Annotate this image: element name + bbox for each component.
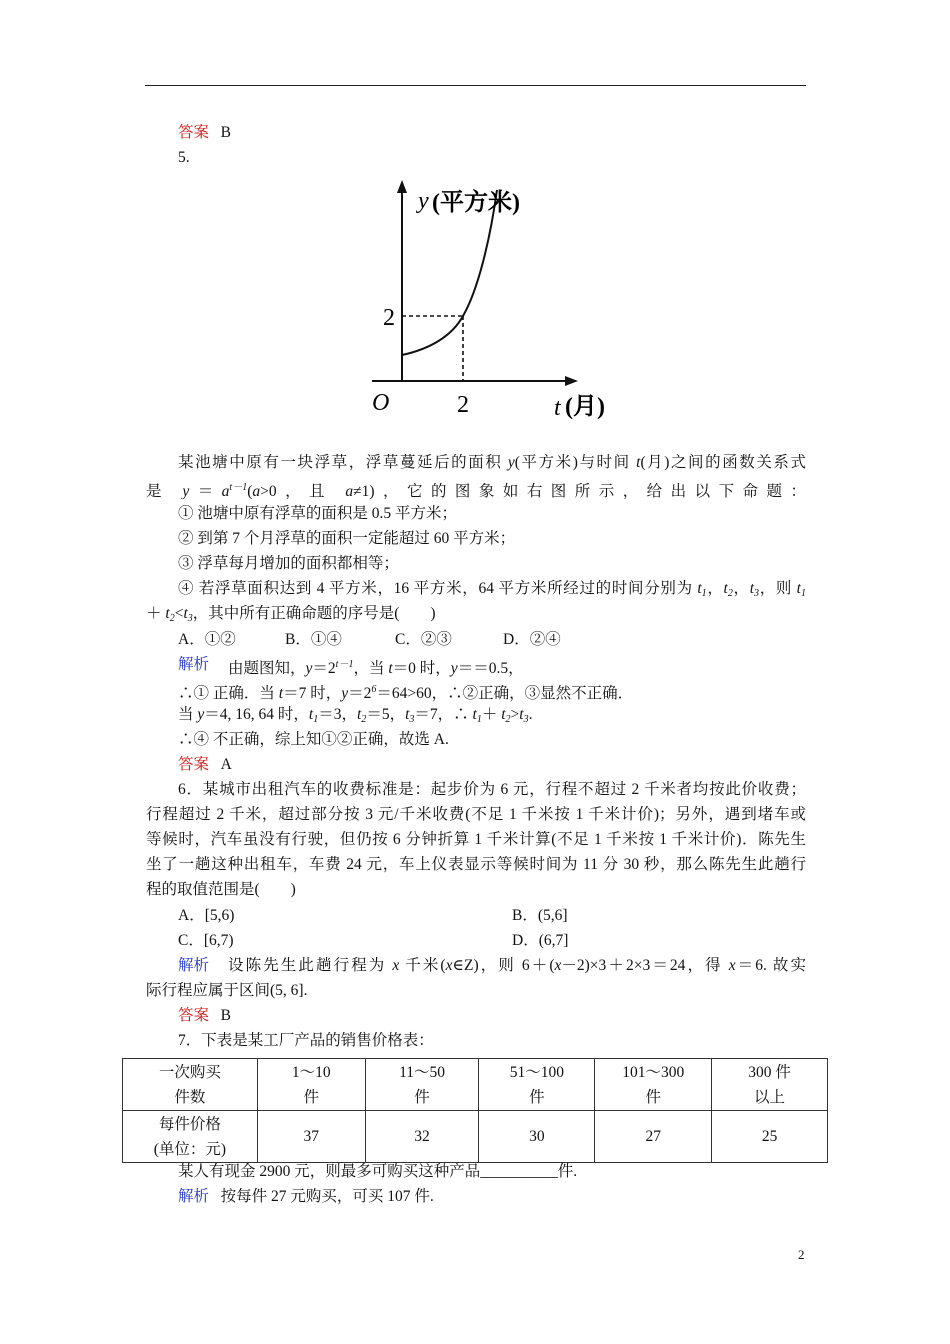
text-run: 际行程应属于区间(5, 6].	[146, 982, 308, 999]
text-run: 程的取值范围是( )	[146, 881, 296, 898]
answer-value: B	[220, 124, 231, 141]
table-cell: 32	[365, 1111, 479, 1163]
y-axis-unit: (平方米)	[432, 190, 520, 216]
text-run: ＝5，	[366, 706, 406, 723]
subscript: 1	[476, 714, 482, 725]
math-variable: t	[405, 706, 410, 723]
math-variable: a	[221, 483, 230, 499]
table-cell	[595, 1059, 712, 1111]
header-rule	[145, 85, 806, 86]
q5-text-line	[178, 553, 399, 575]
table-cell: 37	[257, 1111, 365, 1163]
cell-line: 件	[414, 1088, 430, 1106]
math-variable: y	[341, 685, 349, 702]
text-run: ＝2	[348, 685, 372, 702]
table-cell: 30	[479, 1111, 595, 1163]
table-cell	[479, 1059, 595, 1111]
q5-analysis-line	[178, 704, 532, 726]
text-run: ＝3，	[318, 706, 357, 723]
q6-analysis-label: 解析	[178, 957, 210, 974]
growth-graph	[360, 175, 640, 435]
math-variable: t	[308, 706, 314, 723]
table-cell	[123, 1111, 258, 1163]
math-variable: t	[501, 706, 506, 723]
text-run: ∈Z)，则 6＋(	[452, 957, 555, 974]
q5-analysis-label: 解析	[178, 656, 210, 673]
q5-text-line	[146, 603, 436, 625]
math-variable: t	[796, 580, 801, 597]
table-cell	[123, 1059, 258, 1111]
math-variable: y	[182, 483, 190, 499]
q5-text-line	[178, 578, 806, 600]
cell-line: 51～100	[509, 1063, 565, 1081]
x-axis-arrow	[565, 376, 578, 386]
text-run: >	[510, 706, 520, 723]
x-tick-label: 2	[457, 392, 469, 418]
y-axis-label: y	[418, 188, 429, 214]
cell-line: 件	[645, 1088, 661, 1106]
cell-line: (单位：元)	[153, 1140, 227, 1158]
answer-value: B	[220, 1007, 231, 1024]
text-run: .	[528, 706, 533, 723]
q6-option-c: C．[6,7)	[178, 932, 234, 949]
q7-question: 某人有现金 2900 元，则最多可购买这种产品__________件.	[178, 1163, 578, 1180]
q5-text-line	[178, 452, 806, 474]
analysis-text: 按每件 27 元购买，可买 107 件.	[220, 1188, 434, 1205]
text-run: ＝64>60，∴②正确，③显然不正确．	[376, 685, 634, 702]
subscript: 2	[169, 613, 175, 624]
cell-line: 11～50	[399, 1063, 446, 1081]
text-run: 由题图知，	[228, 660, 306, 677]
text-run: 坐了一趟这种出租车，车费 24 元，车上仪表显示等候时间为 11 分 30 秒，那么陈先生此趟行	[146, 856, 806, 873]
text-run: 千米(	[399, 957, 446, 974]
cell-line: 以上	[754, 1088, 786, 1106]
text-run: ＝4, 16, 64 时，	[204, 706, 309, 723]
q6-text-line	[146, 879, 296, 901]
q7-intro: 7．下表是某工厂产品的销售价格表：	[178, 1032, 434, 1049]
text-run: ＝7 时，	[283, 685, 342, 702]
cell-line: 件数	[174, 1088, 206, 1106]
q5-answer-line	[178, 754, 232, 776]
q5-analysis-line	[178, 679, 633, 701]
q5-text-line	[146, 477, 806, 499]
text-run: ＝6. 故实	[735, 957, 806, 974]
cell-line: 件	[303, 1088, 319, 1106]
origin-label: O	[372, 390, 390, 416]
x-axis-unit: (月)	[565, 394, 605, 420]
math-variable: x	[392, 957, 400, 974]
text-run: 是	[146, 483, 183, 499]
text-run: ③ 浮草每月增加的面积都相等；	[178, 555, 399, 572]
subscript: 1	[313, 714, 319, 725]
text-run: <	[174, 605, 184, 622]
text-run: ，当	[353, 660, 389, 677]
table-cell	[365, 1059, 479, 1111]
text-run: －2)×3＋2×3＝24，得	[561, 957, 729, 974]
text-run: ∴④ 不正确，综上知①②正确，故选 A.	[178, 731, 449, 748]
text-run: ，	[732, 580, 750, 597]
text-run: 行程超过 2 千米，超过部分按 3 元/千米收费(不足 1 千米按 1 千米计价)；另外，遇到堵车或	[146, 806, 806, 823]
table-cell	[712, 1059, 828, 1111]
subscript: 1	[701, 588, 707, 599]
text-run: ＝＝0.5，	[457, 660, 524, 677]
q6-text-line	[178, 779, 806, 801]
q5-text-line	[178, 528, 515, 550]
subscript: 3	[523, 714, 529, 725]
text-run: 6．某城市出租汽车的收费标准是：起步价为 6 元，行程不超过 2 千米者均按此价收费；	[178, 781, 806, 798]
math-variable: y	[197, 706, 205, 723]
q6-option-a: A．[5,6)	[178, 907, 235, 924]
q5-analysis-line	[178, 729, 449, 751]
subscript: 3	[754, 588, 760, 599]
text-run: ＝2	[312, 660, 336, 677]
math-variable: a	[345, 483, 354, 499]
text-run: ④ 若浮草面积达到 4 平方米，16 平方米，64 平方米所经过的时间分别为	[178, 580, 698, 597]
analysis-label: 解析	[178, 1188, 210, 1205]
supscript: 6	[371, 684, 377, 695]
text-run: 等候时，汽车虽没有行驶，但仍按 6 分钟折算 1 千米计算(不足 1 千米按 1 千米计价)．陈先生	[146, 831, 806, 848]
q5-text-line	[178, 503, 457, 525]
math-variable: t	[749, 580, 755, 597]
text-run: ＝	[189, 483, 222, 499]
q6-option-d: D．(6,7]	[512, 932, 569, 949]
answer-value: A	[220, 756, 232, 773]
q5-option-d: D．②④	[503, 631, 561, 648]
q6-option-b: B．(5,6]	[512, 907, 568, 924]
math-variable: t	[519, 706, 524, 723]
math-variable: x	[728, 957, 736, 974]
math-variable: t	[472, 706, 477, 723]
answer-label: 答案	[178, 124, 210, 141]
subscript: 2	[727, 588, 733, 599]
table-cell	[257, 1059, 365, 1111]
cell-line: 1～10	[291, 1063, 331, 1081]
text-run: ，则	[759, 580, 797, 597]
table-row	[123, 1111, 828, 1163]
price-table	[122, 1058, 828, 1163]
text-run: ＋	[146, 605, 166, 622]
text-run: 当	[178, 706, 198, 723]
math-variable: t	[165, 605, 170, 622]
text-run: ② 到第 7 个月浮草的面积一定能超过 60 平方米；	[178, 530, 516, 547]
y-axis-arrow	[397, 180, 407, 193]
math-variable: t	[357, 706, 362, 723]
q6-text-line	[146, 804, 806, 826]
math-variable: t	[183, 605, 188, 622]
math-variable: t	[697, 580, 702, 597]
page-number: 2	[798, 1247, 805, 1262]
math-variable: t	[278, 685, 284, 702]
q5-option-a: A．①②	[178, 631, 236, 648]
text-run: ≠1)，它的图象如右图所示，给出以下命题：	[353, 483, 806, 499]
q7-analysis	[178, 1186, 434, 1208]
q6-text-line	[146, 829, 806, 851]
q6-answer-line	[178, 1005, 231, 1027]
text-run: ＋	[481, 706, 502, 723]
math-variable: y	[507, 454, 515, 471]
math-variable: t	[388, 660, 393, 677]
cell-line: 300 件	[748, 1063, 791, 1081]
math-variable: x	[554, 957, 562, 974]
text-run: ① 池塘中原有浮草的面积是 0.5 平方米；	[178, 505, 458, 522]
math-variable: y	[450, 660, 458, 677]
y-tick-label: 2	[383, 305, 395, 331]
q6-analysis-line	[146, 980, 307, 1002]
q5-analysis-line	[228, 654, 524, 676]
math-variable: a	[252, 483, 261, 499]
text-run: 设陈先生此趟行程为	[228, 957, 393, 974]
math-variable: t	[723, 580, 728, 597]
text-run: ，其中所有正确命题的序号是( )	[192, 605, 436, 622]
math-variable: y	[305, 660, 313, 677]
text-run: ＝7，∴	[414, 706, 473, 723]
subscript: 1	[800, 588, 806, 599]
subscript: 3	[187, 613, 193, 624]
table-header-row	[123, 1059, 828, 1111]
text-run: >0，且	[260, 483, 346, 499]
q5-option-b: B．①④	[285, 631, 342, 648]
x-axis-label: t	[554, 395, 561, 421]
text-run: (	[247, 483, 253, 499]
cell-line: 每件价格	[158, 1115, 221, 1133]
q6-text-line	[146, 854, 806, 876]
answer-line-q4	[178, 122, 231, 144]
text-run: ∴① 正确．当	[178, 685, 279, 702]
supscript: t－1	[229, 482, 248, 493]
math-variable: x	[445, 957, 453, 974]
text-run: ＝0 时，	[392, 660, 451, 677]
q5-option-c: C．②③	[395, 631, 452, 648]
cell-line: 一次购买	[158, 1063, 221, 1081]
subscript: 3	[409, 714, 415, 725]
question-number: 5.	[178, 149, 190, 166]
table-cell: 27	[595, 1111, 712, 1163]
text-run: (平方米)与时间	[514, 454, 637, 471]
text-run: ，	[706, 580, 724, 597]
text-run: 某池塘中原有一块浮草，浮草蔓延后的面积	[178, 454, 508, 471]
answer-label: 答案	[178, 756, 210, 773]
q6-analysis-line	[228, 955, 806, 977]
table-cell: 25	[712, 1111, 828, 1163]
text-run: (月)之间的函数关系式	[640, 454, 806, 471]
math-variable: t	[636, 454, 641, 471]
cell-line: 件	[529, 1088, 545, 1106]
subscript: 2	[505, 714, 511, 725]
cell-line: 101～300	[622, 1063, 685, 1081]
subscript: 2	[361, 714, 367, 725]
supscript: t－1	[335, 659, 354, 670]
answer-label: 答案	[178, 1007, 210, 1024]
